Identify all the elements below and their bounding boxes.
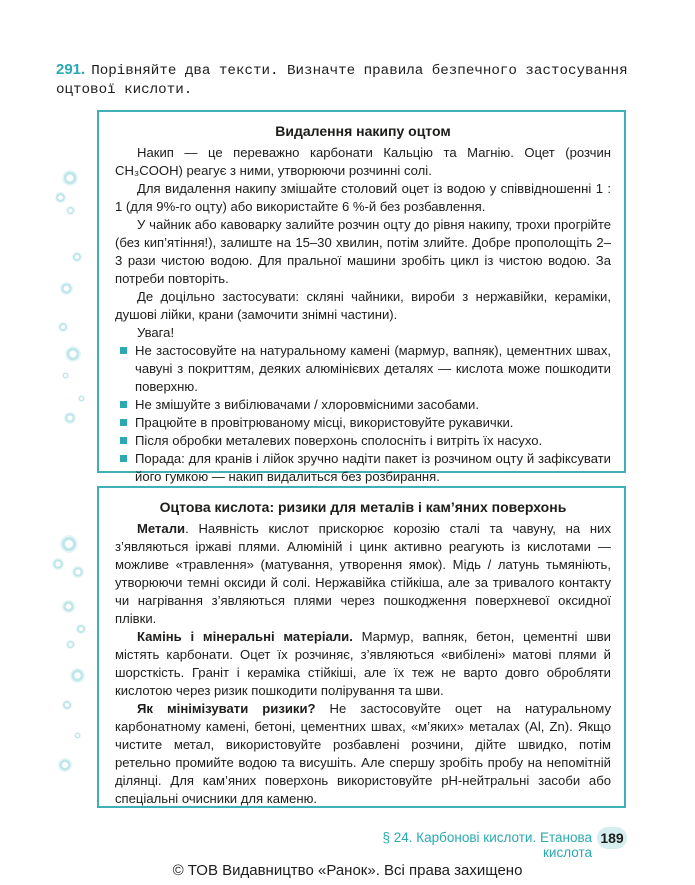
bubble-decoration [65, 346, 81, 362]
section-title: § 24. Карбонові кислоти. Етанова кислота [382, 830, 592, 860]
bubble-decoration [66, 640, 75, 649]
list-item: Після обробки металевих поверхонь сполосніть і витріть їх насухо. [115, 432, 611, 450]
paragraph-lead: Камінь і мінеральні матеріали. [137, 629, 353, 644]
bubble-decoration [66, 206, 75, 215]
task-text: Порівняйте два тексти. Визначте правила безпечного застосування оцтової кислоти. [56, 63, 628, 98]
paragraph-lead: Метали [137, 521, 186, 536]
page-number: 189 [597, 827, 627, 849]
bubble-decoration [64, 412, 76, 424]
paragraph-text: Мармур, вапняк, бетон, цементні шви містять карбонати. Оцет їх розчиняє, з’являються «вибілені» матові плями й шорсткість. Граніт і кераміка стійкіші, але їх теж не варто довго обробляти кислотою через ризик пошкодити полірування та шви. [115, 629, 611, 698]
warning-list [115, 342, 611, 486]
warning-label: Увага! [137, 325, 175, 340]
bubble-decoration [76, 624, 86, 634]
task-number: 291. [56, 61, 86, 78]
text-box-descaling [97, 110, 626, 484]
bubble-decoration [58, 322, 68, 332]
box-title: Видалення накипу оцтом [275, 123, 451, 139]
paragraph-lead: Як мінімізувати ризики? [137, 701, 316, 716]
paragraph-text: . Наявність кислот прискорює корозію сталі та чавуну, на них з’являються іржаві плями. Алюміній і цинк активно реагують із кислотами — можливе «травлення» (матування, утворення ямок). Мідь / латунь тьмяніють, утворюючи темні оксиди й солі. Нержавійка стійкіша, але за тривалого контакту чи нагрівання з’являються плями через пошкодження поверхневої оксидної плівки. [115, 521, 611, 626]
paragraph: Де доцільно застосувати: скляні чайники, вироби з нержавійки, кераміки, душові лійки, крани (замочити знімні частини). [115, 289, 611, 322]
paragraph: Для видалення накипу змішайте столовий оцет із водою у співвідношенні 1 : 1 (для 9%-го оцту) або використайте 6 %-й без розбавлення. [115, 181, 611, 214]
paragraph: У чайник або кавоварку залийте розчин оцту до рівня накипу, трохи прогрійте (без кип’ятіння!), залиште на 15–30 хвилин, потім злийте. Добре прополощіть 2–3 рази чистою водою. Для пральної машини зробіть цикл із чистою водою. За потреби повторіть. [115, 217, 611, 286]
paragraph: Накип — це переважно карбонати Кальцію та Магнію. Оцет (розчин CH₃COOH) реагує з ними, утворюючи розчинні солі. [115, 145, 611, 178]
paragraph-metals [115, 520, 611, 628]
list-item: Не застосовуйте на натуральному камені (мармур, вапняк), цементних швах, чавуні з покриттям, деяких алюмінієвих деталях — кислота може пошкодити поверхню. [115, 342, 611, 396]
bubble-decoration [70, 668, 85, 683]
bubble-decoration [60, 282, 73, 295]
bubble-decoration [78, 395, 85, 402]
bubble-decoration [55, 192, 66, 203]
task-statement [56, 60, 640, 100]
bubble-decoration [72, 566, 84, 578]
text-box-risks [97, 486, 626, 808]
list-item: Працюйте в провітрюваному місці, використовуйте рукавички. [115, 414, 611, 432]
bubble-decoration [62, 372, 69, 379]
bubble-decoration [60, 535, 78, 553]
paragraph-minimize [115, 700, 611, 808]
bubble-decoration [62, 700, 72, 710]
list-item: Не змішуйте з вибілювачами / хлоровмісними засобами. [115, 396, 611, 414]
list-item: Порада: для кранів і лійок зручно надіти пакет із розчином оцту й зафіксувати його гумкою — накип видалиться без розбирання. [115, 450, 611, 486]
bubble-decoration [62, 600, 75, 613]
bubble-decoration [58, 758, 72, 772]
copyright-notice: © ТОВ Видавництво «Ранок». Всі права захищено [172, 862, 523, 879]
paragraph-stone [115, 628, 611, 700]
paragraph-text: Не застосовуйте оцет на натуральному карбонатному камені, бетоні, цементних швах, «м’яких» металах (Al, Zn). Якщо чистите метал, використовуйте розбавлені розчини, дійте швидко, потім ретельно промийте водою та висушіть. Але спершу зробіть пробу на непомітній ділянці. Для кам’яних поверхонь використовуйте pH-нейтральні засоби або спеціальні очисники для каменю. [115, 701, 611, 806]
bubble-decoration [62, 170, 78, 186]
box-title: Оцтова кислота: ризики для металів і кам’яних поверхонь [159, 499, 567, 515]
bubble-decoration [72, 252, 82, 262]
bubble-decoration [74, 732, 81, 739]
bubble-decoration [52, 558, 64, 570]
